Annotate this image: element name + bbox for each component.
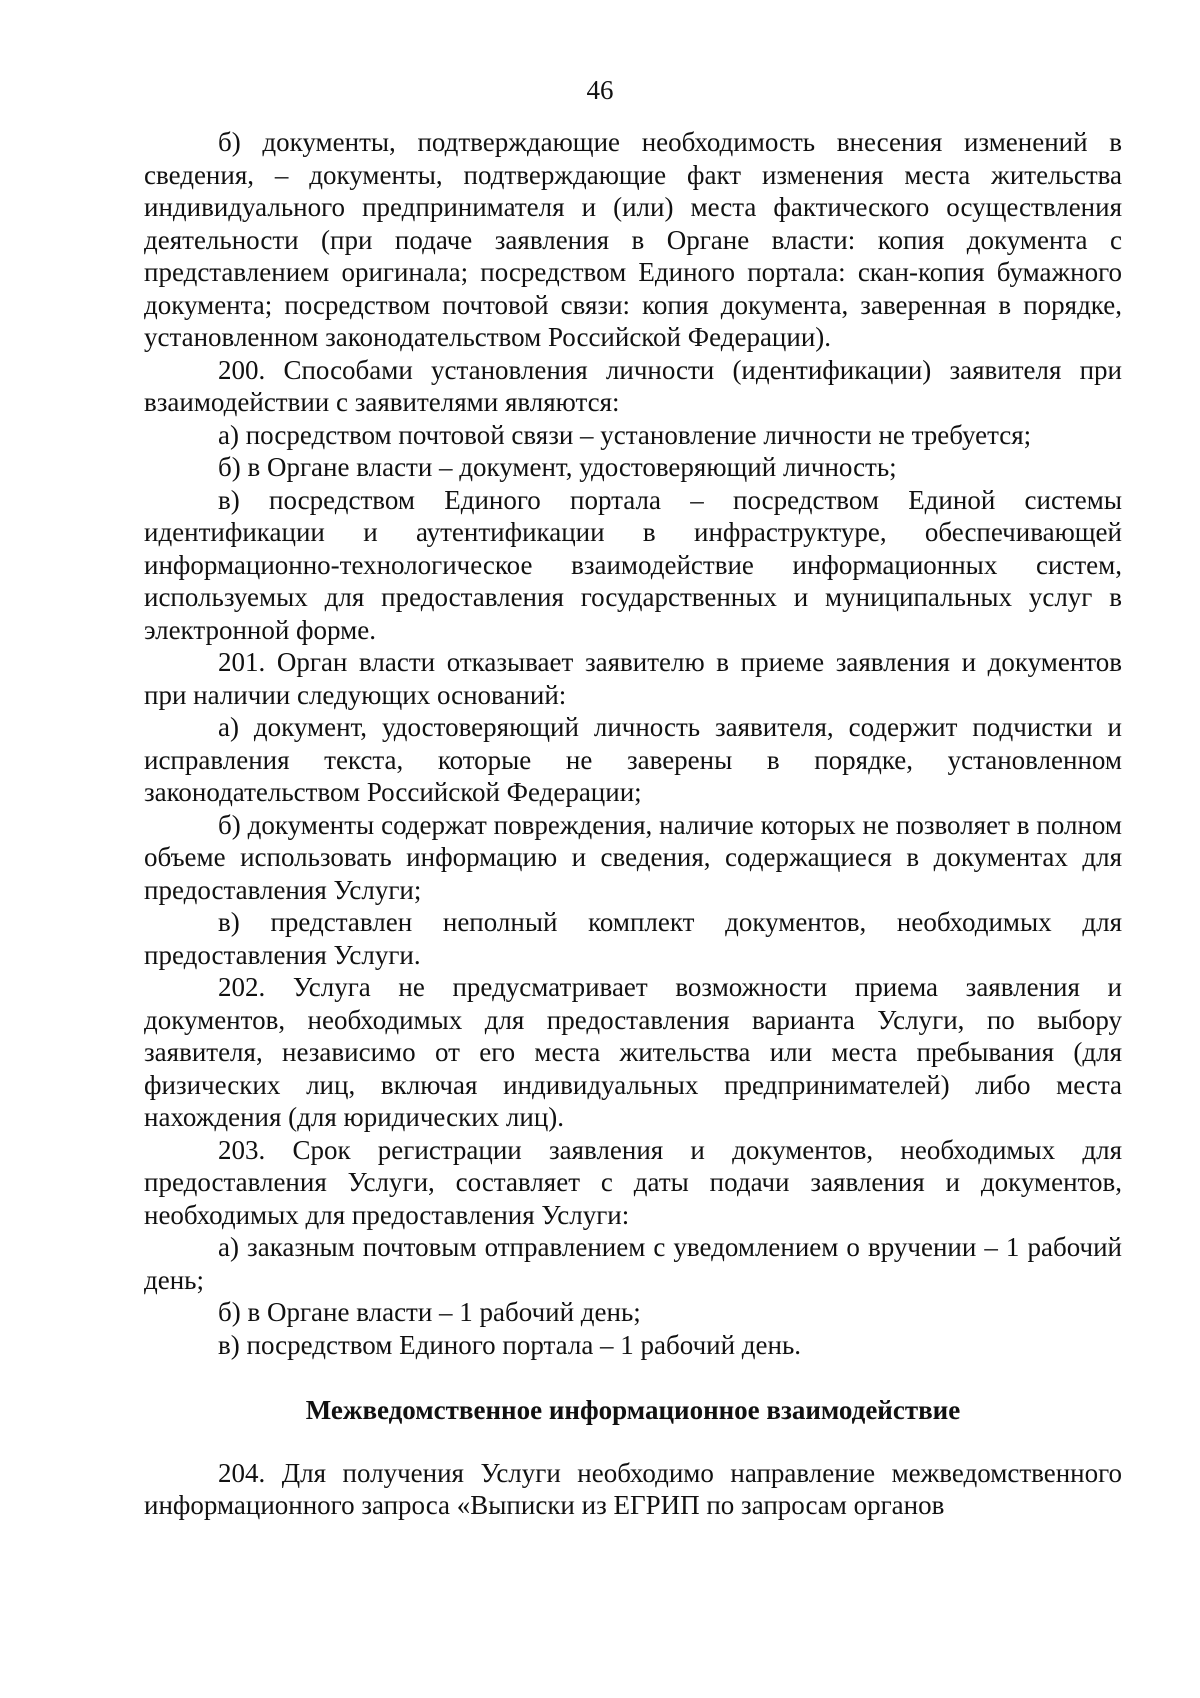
paragraph-200-a: а) посредством почтовой связи – установление личности не требуется; (218, 419, 1032, 450)
section-heading: Межведомственное информационное взаимодействие (305, 1395, 961, 1425)
paragraph-201-v: в) представлен неполный комплект документов, необходимых для предоставления Услуги. (144, 907, 1122, 970)
paragraph-203-a: а) заказным почтовым отправлением с уведомлением о вручении – 1 рабочий день; (144, 1232, 1122, 1295)
paragraph-203-v: в) посредством Единого портала – 1 рабочий день. (218, 1329, 802, 1360)
paragraph-203: 203. Срок регистрации заявления и документов, необходимых для предоставления Услуги, составляет с даты подачи заявления и документов, необходимых для предоставления Услуги: (144, 1134, 1122, 1230)
page-number: 46 (586, 75, 614, 105)
paragraph-b-documents: б) документы, подтверждающие необходимость внесения изменений в сведения, – документы, подтверждающие факт изменения места жительства индивидуального предпринимателя и (или) места фактического осуществления деятельности (при подаче заявления в Органе власти: копия документа с представлением оригинала; посредством Единого портала: скан-копия бумажного документа; посредством почтовой связи: копия документа, заверенная в порядке, установленном законодательством Российской Федерации). (144, 127, 1122, 352)
paragraph-202: 202. Услуга не предусматривает возможности приема заявления и документов, необходимых для предоставления варианта Услуги, по выбору заявителя, независимо от его места жительства или места пребывания (для физических лиц, включая индивидуальных предпринимателей) либо места нахождения (для юридических лиц). (144, 972, 1122, 1132)
paragraph-201-a: а) документ, удостоверяющий личность заявителя, содержит подчистки и исправления текста, которые не заверены в порядке, установленном законодательством Российской Федерации; (144, 712, 1122, 807)
paragraph-200: 200. Способами установления личности (идентификации) заявителя при взаимодействии с заявителями являются: (144, 354, 1122, 417)
paragraph-203-b: б) в Органе власти – 1 рабочий день; (218, 1297, 641, 1327)
document-body (144, 126, 1122, 1522)
paragraph-204: 204. Для получения Услуги необходимо направление межведомственного информационного запроса «Выписки из ЕГРИП по запросам органов (144, 1457, 1122, 1520)
paragraph-200-b: б) в Органе власти – документ, удостоверяющий личность; (218, 452, 897, 482)
paragraph-200-v: в) посредством Единого портала – посредством Единой системы идентификации и аутентификации в инфраструктуре, обеспечивающей информационно-технологическое взаимодействие информационных систем, используемых для предоставления государственных и муниципальных услуг в электронной форме. (144, 484, 1122, 645)
paragraph-201-b: б) документы содержат повреждения, наличие которых не позволяет в полном объеме использовать информацию и сведения, содержащиеся в документах для предоставления Услуги; (144, 809, 1122, 905)
paragraph-201: 201. Орган власти отказывает заявителю в приеме заявления и документов при наличии следующих оснований: (144, 647, 1122, 710)
